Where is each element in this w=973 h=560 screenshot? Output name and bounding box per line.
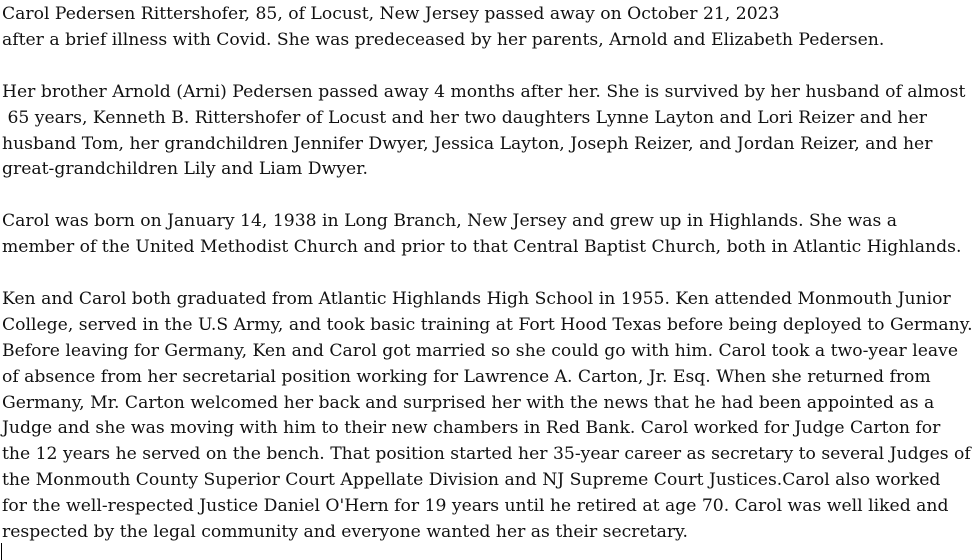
text-line: Ken and Carol both graduated from Atlantic Highlands High School in 1955. Ken attended Monmouth Junior	[2, 288, 951, 309]
text-line: the 12 years he served on the bench. That position started her 35-year career as secretary to several Judges of	[2, 444, 971, 465]
text-line: great-grandchildren Lily and Liam Dwyer.	[2, 159, 368, 180]
text-line: 65 years, Kenneth B. Rittershofer of Locust and her two daughters Lynne Layton and Lori Reizer and her	[2, 107, 927, 128]
paragraph-intro	[2, 2, 973, 54]
text-line: Before leaving for Germany, Ken and Carol got married so she could go with him. Carol took a two-year leave	[2, 340, 959, 361]
text-line: Carol was born on January 14, 1938 in Long Branch, New Jersey and grew up in Highlands. She was a	[2, 211, 898, 232]
text-line: Her brother Arnold (Arni) Pedersen passed away 4 months after her. She is survived by her husband of almost	[2, 81, 966, 102]
text-line: Germany, Mr. Carton welcomed her back and surprised her with the news that he had been appointed as a	[2, 392, 935, 413]
text-line: the Monmouth County Superior Court Appellate Division and NJ Supreme Court Justices.Carol also worked	[2, 470, 941, 491]
text-line: for the well-respected Justice Daniel O'Hern for 19 years until he retired at age 70. Carol was well liked and	[2, 496, 949, 517]
text-line: after a brief illness with Covid. She was predeceased by her parents, Arnold and Elizabeth Pedersen.	[2, 29, 885, 50]
paragraph-early-life	[2, 209, 973, 261]
document-body[interactable]	[2, 2, 973, 546]
text-line: Carol Pedersen Rittershofer, 85, of Locust, New Jersey passed away on October 21, 2023	[2, 4, 780, 24]
text-line: respected by the legal community and everyone wanted her as their secretary.	[2, 522, 688, 543]
paragraph-career	[2, 287, 973, 546]
paragraph-family	[2, 80, 973, 184]
text-line: College, served in the U.S Army, and took basic training at Fort Hood Texas before being deployed to Germany.	[2, 314, 973, 335]
text-line: Judge and she was moving with him to their new chambers in Red Bank. Carol worked for Judge Carton for	[2, 418, 941, 439]
text-line: of absence from her secretarial position working for Lawrence A. Carton, Jr. Esq. When she returned from	[2, 366, 931, 387]
text-line: husband Tom, her grandchildren Jennifer Dwyer, Jessica Layton, Joseph Reizer, and Jordan Reizer, and her	[2, 133, 933, 154]
text-line: member of the United Methodist Church and prior to that Central Baptist Church, both in Atlantic Highlands.	[2, 237, 962, 258]
text-cursor	[1, 543, 2, 560]
